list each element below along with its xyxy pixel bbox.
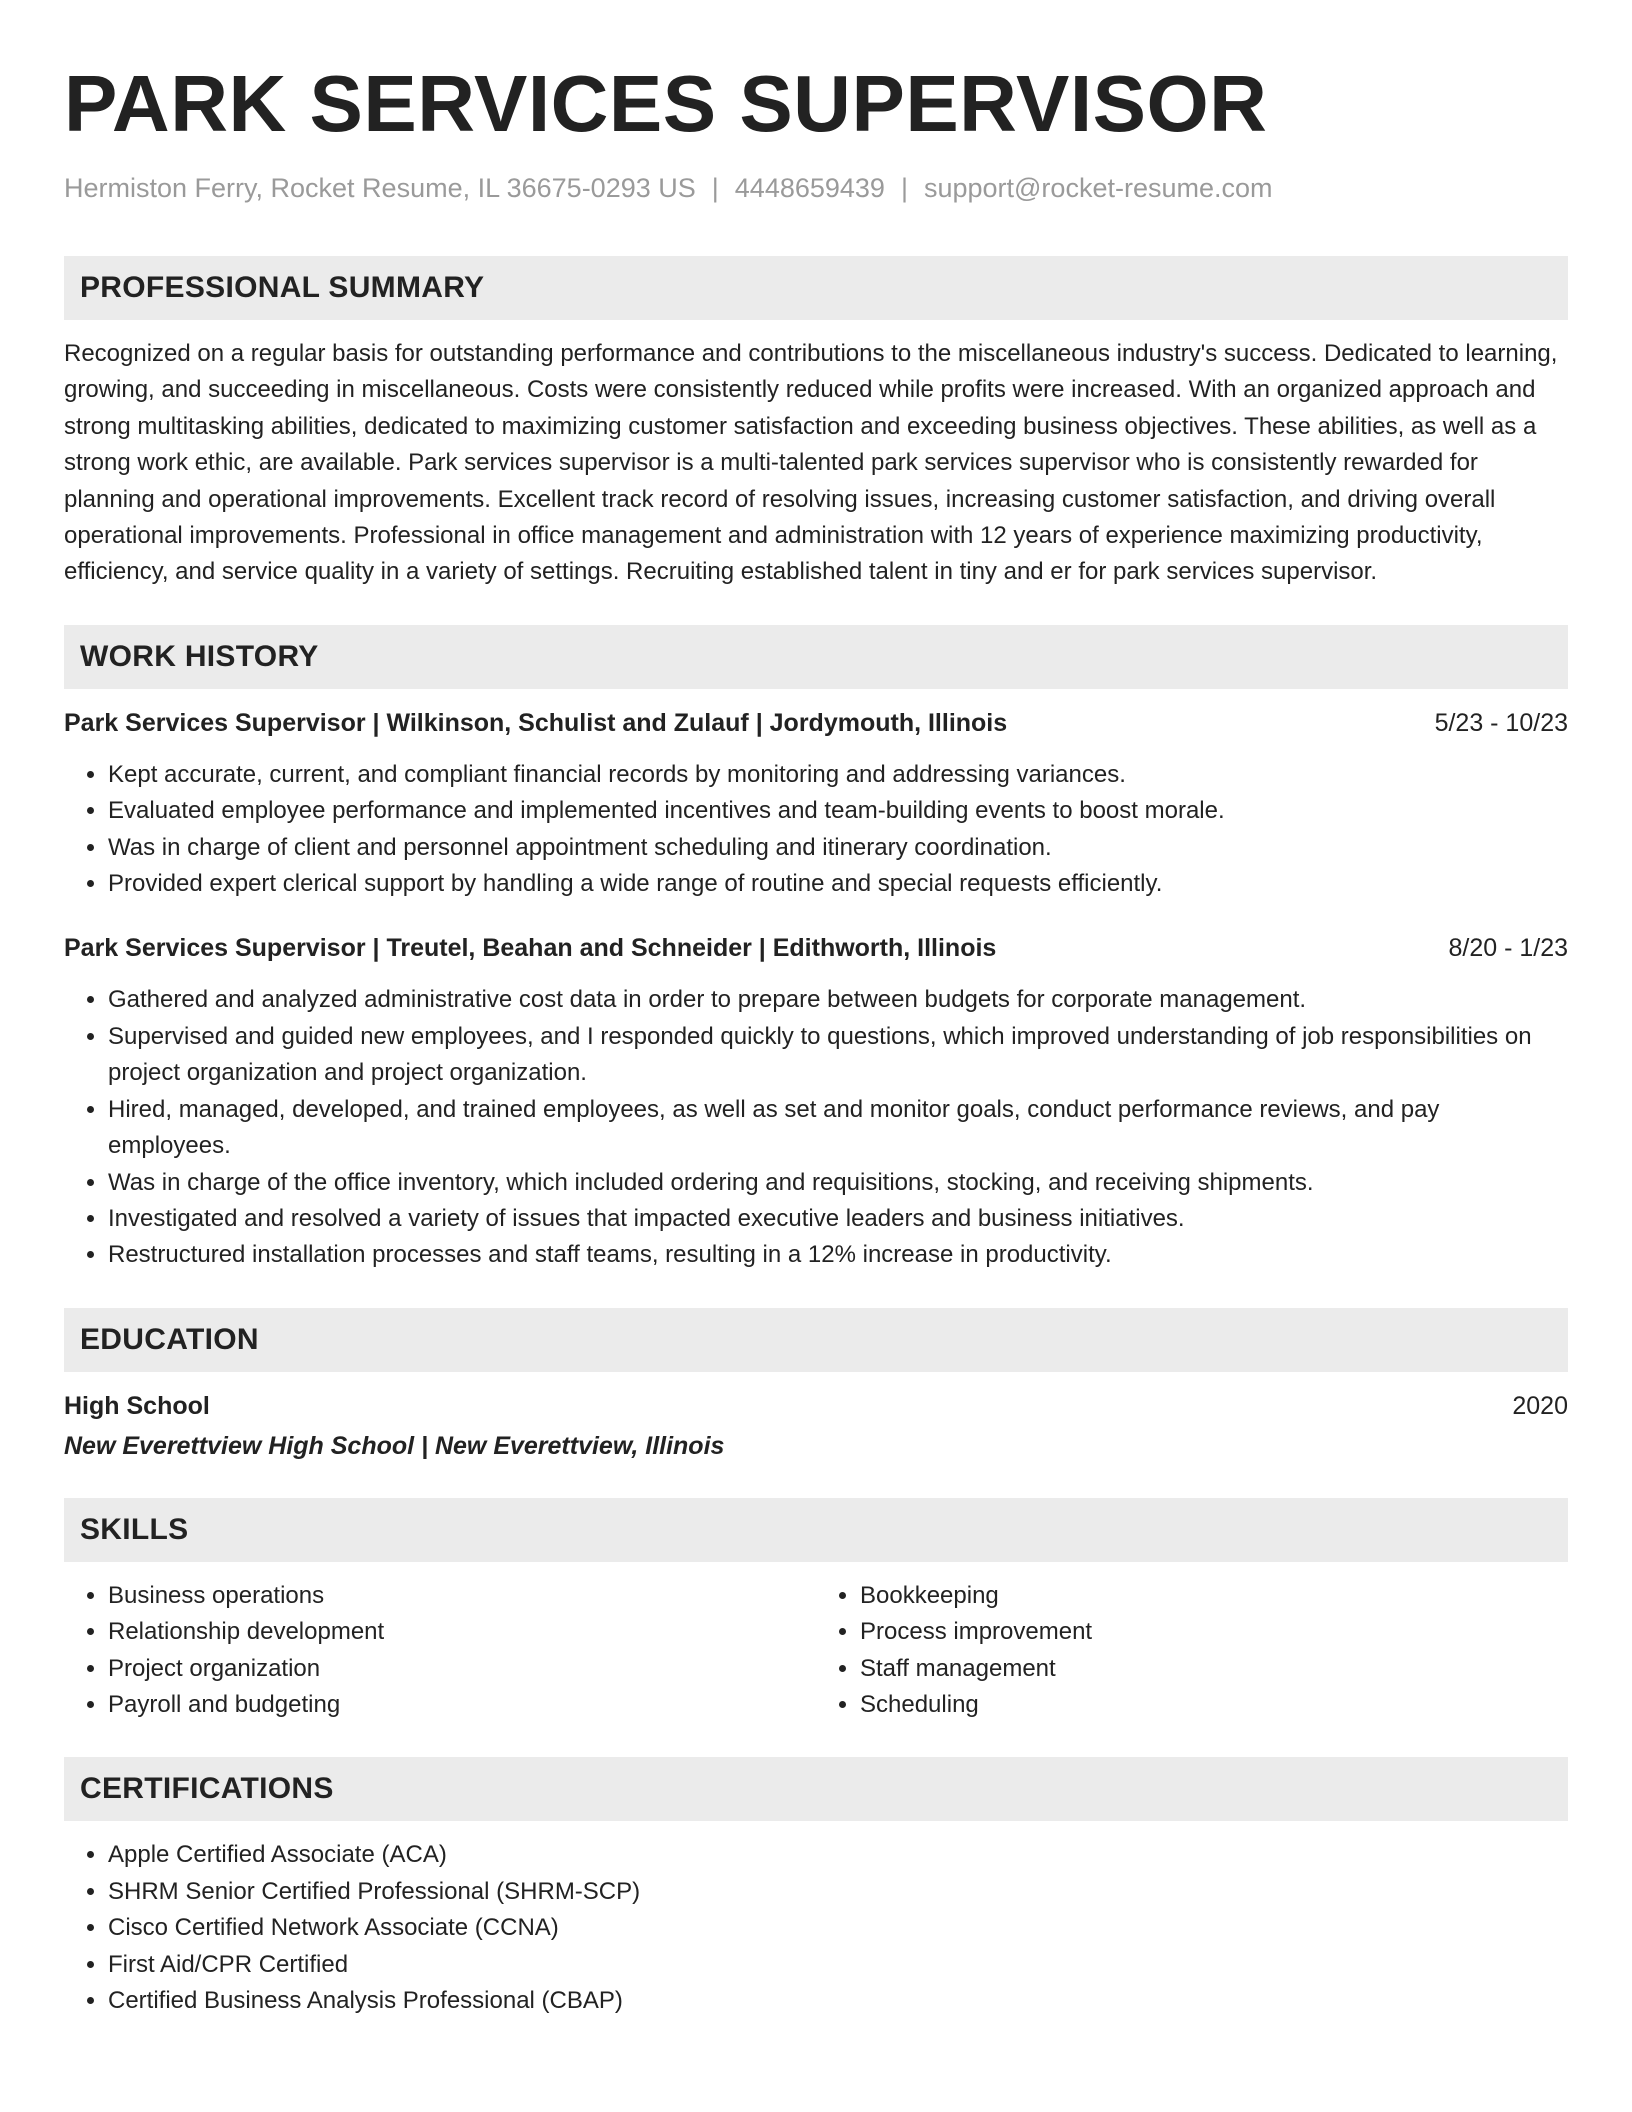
skill-item: • Business operations <box>108 1578 816 1614</box>
contact-address: Hermiston Ferry, Rocket Resume, IL 36675-0293 US <box>64 173 696 203</box>
skill-item: • Payroll and budgeting <box>108 1687 816 1723</box>
job-bullet: • Kept accurate, current, and compliant financial records by monitoring and addressing variances. <box>108 757 1568 793</box>
job-entry <box>64 930 1568 1273</box>
certification-item: • Cisco Certified Network Associate (CCNA) <box>108 1910 1568 1946</box>
skills-column-right <box>816 1578 1568 1724</box>
certification-item: • SHRM Senior Certified Professional (SHRM-SCP) <box>108 1874 1568 1910</box>
job-bullet: • Provided expert clerical support by handling a wide range of routine and special requests efficiently. <box>108 866 1568 902</box>
job-title: Park Services Supervisor | Treutel, Beahan and Schneider | Edithworth, Illinois <box>64 934 997 963</box>
job-bullet: • Hired, managed, developed, and trained employees, as well as set and monitor goals, conduct performance reviews, and pay employees. <box>108 1092 1568 1165</box>
job-header <box>64 930 1568 966</box>
contact-separator: | <box>711 173 719 203</box>
skill-item: • Staff management <box>860 1651 1568 1687</box>
certification-item: • First Aid/CPR Certified <box>108 1947 1568 1983</box>
education-header <box>64 1388 1568 1424</box>
education-school: New Everettview High School | New Everettview, Illinois <box>64 1431 725 1460</box>
skill-item: • Relationship development <box>108 1614 816 1650</box>
skills-heading: SKILLS <box>64 1498 1568 1562</box>
job-bullet: • Investigated and resolved a variety of issues that impacted executive leaders and business initiatives. <box>108 1201 1568 1237</box>
job-dates: 8/20 - 1/23 <box>1448 934 1568 963</box>
job-bullet: • Evaluated employee performance and implemented incentives and team-building events to boost morale. <box>108 793 1568 829</box>
job-bullet: • Gathered and analyzed administrative cost data in order to prepare between budgets for corporate management. <box>108 982 1568 1018</box>
contact-email: support@rocket-resume.com <box>923 173 1273 203</box>
certifications-list <box>64 1837 1568 2019</box>
resume-name: PARK SERVICES SUPERVISOR <box>64 59 1268 148</box>
skills-grid <box>64 1578 1568 1724</box>
education-degree: High School <box>64 1391 210 1420</box>
job-header <box>64 705 1568 741</box>
contact-phone: 4448659439 <box>734 173 885 203</box>
skill-item: • Bookkeeping <box>860 1578 1568 1614</box>
skills-list <box>64 1578 816 1724</box>
job-bullet: • Was in charge of client and personnel appointment scheduling and itinerary coordination. <box>108 830 1568 866</box>
skills-list <box>816 1578 1568 1724</box>
certifications-heading: CERTIFICATIONS <box>64 1757 1568 1821</box>
job-bullet: • Was in charge of the office inventory, which included ordering and requisitions, stocking, and receiving shipments. <box>108 1165 1568 1201</box>
summary-text: Recognized on a regular basis for outstanding performance and contributions to the miscellaneous industry's success. Dedicated to learning, growing, and succeeding in miscellaneous. Costs were consistently reduced while profits were increased. With an organized approach and strong multitasking abilities, dedicated to maximizing customer satisfaction and exceeding business objectives. These abilities, as well as a strong work ethic, are available. Park services supervisor is a multi-talented park services supervisor who is consistently rewarded for planning and operational improvements. Excellent track record of resolving issues, increasing customer satisfaction, and driving overall operational improvements. Professional in office management and administration with 12 years of experience maximizing productivity, efficiency, and service quality in a variety of settings. Recruiting established talent in tiny and er for park services supervisor. <box>64 340 1558 586</box>
job-bullets <box>64 982 1568 1273</box>
certification-item: • Certified Business Analysis Professional (CBAP) <box>108 1983 1568 2019</box>
education-entry <box>64 1388 1568 1464</box>
job-entry <box>64 705 1568 903</box>
job-title: Park Services Supervisor | Wilkinson, Schulist and Zulauf | Jordymouth, Illinois <box>64 708 1008 737</box>
skill-item: • Scheduling <box>860 1687 1568 1723</box>
summary-heading: PROFESSIONAL SUMMARY <box>64 256 1568 320</box>
skills-column-left <box>64 1578 816 1724</box>
skill-item: • Project organization <box>108 1651 816 1687</box>
job-bullets <box>64 757 1568 903</box>
certification-item: • Apple Certified Associate (ACA) <box>108 1837 1568 1873</box>
education-year: 2020 <box>1512 1391 1568 1420</box>
job-dates: 5/23 - 10/23 <box>1434 708 1568 737</box>
contact-separator: | <box>900 173 908 203</box>
job-bullet: • Supervised and guided new employees, and I responded quickly to questions, which improved understanding of job responsibilities on project organization and project organization. <box>108 1019 1568 1092</box>
job-bullet: • Restructured installation processes and staff teams, resulting in a 12% increase in productivity. <box>108 1237 1568 1273</box>
education-heading: EDUCATION <box>64 1308 1568 1372</box>
contact-line <box>64 170 1568 206</box>
skill-item: • Process improvement <box>860 1614 1568 1650</box>
work-history-heading: WORK HISTORY <box>64 625 1568 689</box>
